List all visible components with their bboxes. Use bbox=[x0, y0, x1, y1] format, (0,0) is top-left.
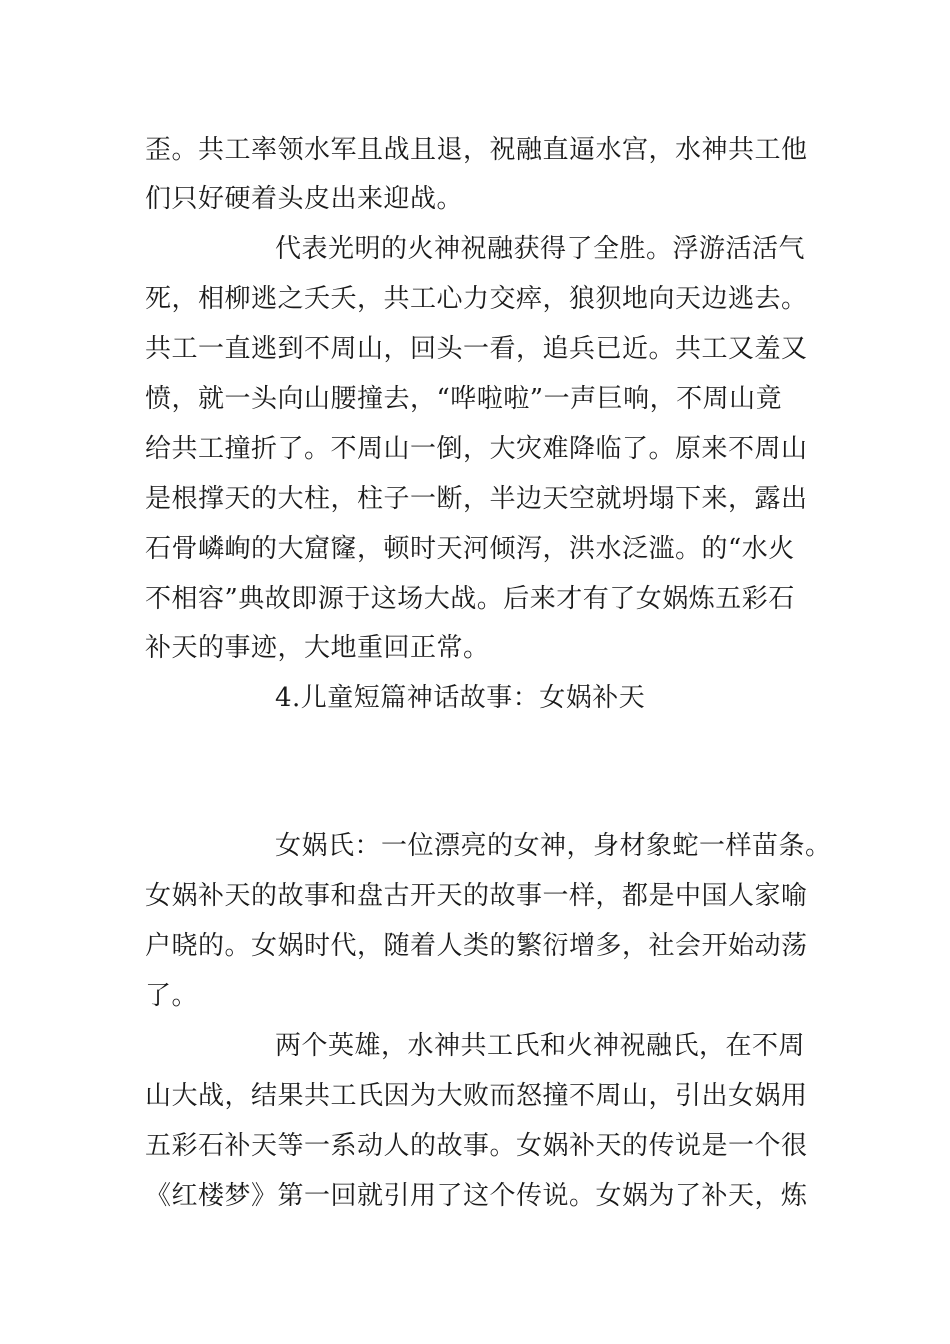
text-line: 山大战，结果共工氏因为大败而怒撞不周山，引出女娲用 bbox=[145, 1081, 808, 1111]
text-line: 户晓的。女娲时代，随着人类的繁衍增多，社会开始动荡 bbox=[145, 931, 808, 961]
text-line: 共工一直逃到不周山，回头一看，追兵已近。共工又羞又 bbox=[145, 334, 808, 364]
text-line: 女娲补天的故事和盘古开天的故事一样，都是中国人家喻 bbox=[145, 881, 808, 911]
text-line: 不相容”典故即源于这场大战。后来才有了女娲炼五彩石 bbox=[145, 584, 795, 614]
section-heading: 4.儿童短篇神话故事：女娲补天 bbox=[275, 683, 646, 713]
paragraph-start-line: 女娲氏：一位漂亮的女神，身材象蛇一样苗条。 bbox=[275, 831, 832, 861]
text-line: 是根撑天的大柱，柱子一断，半边天空就坍塌下来，露出 bbox=[145, 484, 808, 514]
text-line: 死，相柳逃之夭夭，共工心力交瘁，狼狈地向天边逃去。 bbox=[145, 284, 808, 314]
text-line: 愤，就一头向山腰撞去，“哗啦啦”一声巨响，不周山竟 bbox=[145, 384, 783, 414]
text-line: 歪。共工率领水军且战且退，祝融直逼水宫，水神共工他 bbox=[145, 135, 808, 165]
text-line: 石骨嶙峋的大窟窿，顿时天河倾泻，洪水泛滥。的“水火 bbox=[145, 534, 795, 564]
text-line: 《红楼梦》第一回就引用了这个传说。女娲为了补天，炼 bbox=[145, 1181, 808, 1211]
text-line: 了。 bbox=[145, 981, 199, 1011]
paragraph-start-line: 两个英雄，水神共工氏和火神祝融氏，在不周 bbox=[275, 1031, 806, 1061]
text-line: 补天的事迹，大地重回正常。 bbox=[145, 633, 490, 663]
text-line: 给共工撞折了。不周山一倒，大灾难降临了。原来不周山 bbox=[145, 434, 808, 464]
text-line: 五彩石补天等一系动人的故事。女娲补天的传说是一个很 bbox=[145, 1131, 808, 1161]
text-line: 们只好硬着头皮出来迎战。 bbox=[145, 184, 464, 214]
paragraph-start-line: 代表光明的火神祝融获得了全胜。浮游活活气 bbox=[275, 234, 806, 264]
